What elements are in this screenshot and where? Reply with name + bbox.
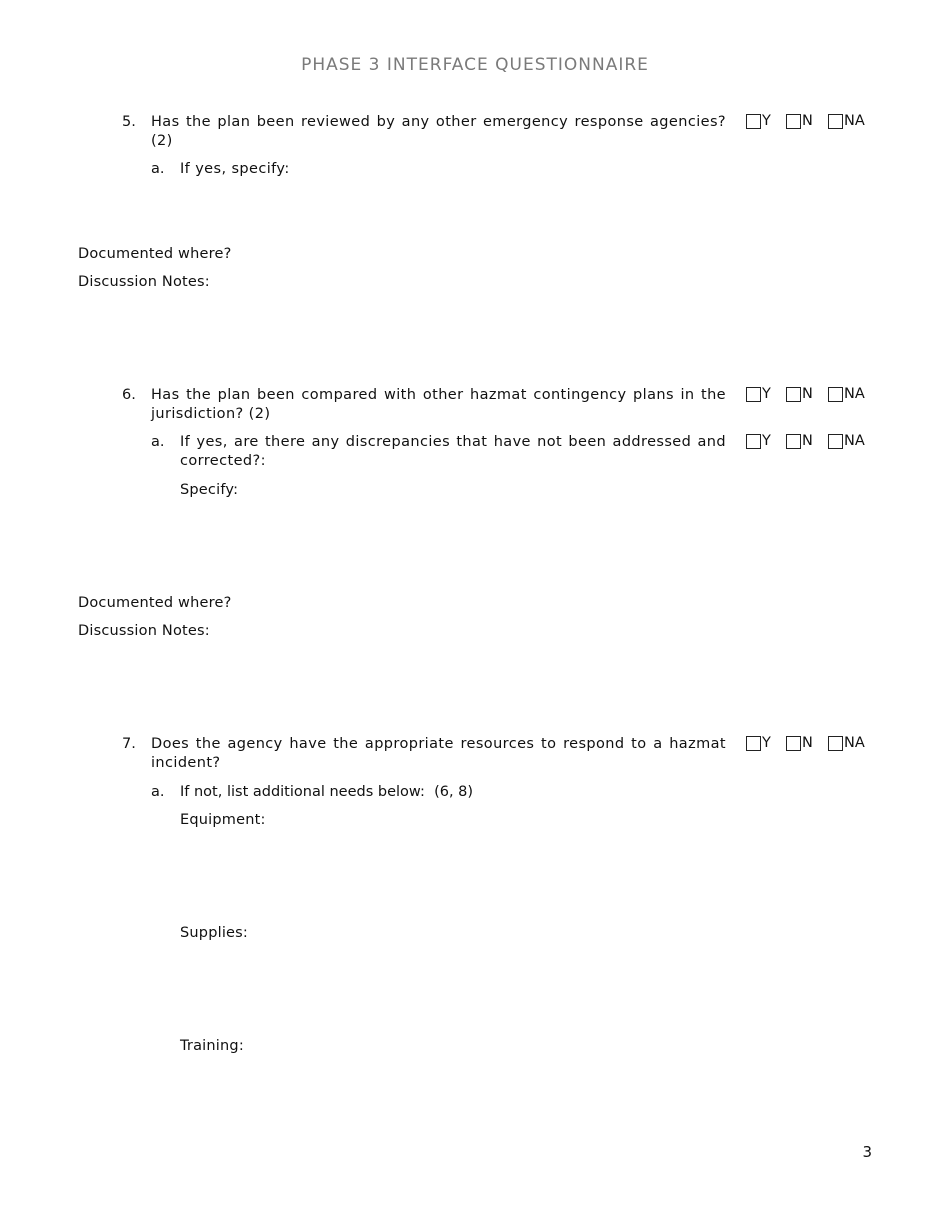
checkbox-icon xyxy=(828,114,843,129)
q6-no-checkbox[interactable]: N xyxy=(786,386,813,402)
question-6a-text: If yes, are there any discrepancies that have not been addressed and corrected?: xyxy=(180,434,726,469)
question-5a-text: If yes, specify: xyxy=(180,161,290,177)
page-number: 3 xyxy=(862,1143,872,1161)
checkbox-icon xyxy=(828,736,843,751)
q6-yes-checkbox[interactable]: Y xyxy=(746,386,771,402)
q7-supplies-label: Supplies: xyxy=(180,925,249,941)
question-6a-letter: a. xyxy=(151,434,165,450)
q7-na-checkbox[interactable]: NA xyxy=(828,735,865,751)
question-5-number: 5. xyxy=(122,114,136,130)
q7-training-label: Training: xyxy=(180,1038,244,1054)
question-7a-letter: a. xyxy=(151,784,165,800)
question-6-number: 6. xyxy=(122,387,136,403)
q5-yes-checkbox[interactable]: Y xyxy=(746,113,771,129)
checkbox-icon xyxy=(746,387,761,402)
q5-no-checkbox[interactable]: N xyxy=(786,113,813,129)
q6-na-checkbox[interactable]: NA xyxy=(828,386,865,402)
q5-na-checkbox[interactable]: NA xyxy=(828,113,865,129)
q7-no-checkbox[interactable]: N xyxy=(786,735,813,751)
checkbox-icon xyxy=(828,434,843,449)
checkbox-icon xyxy=(786,434,801,449)
question-5a-letter: a. xyxy=(151,161,165,177)
q6a-no-checkbox[interactable]: N xyxy=(786,433,813,449)
q6a-yes-checkbox[interactable]: Y xyxy=(746,433,771,449)
page-title: PHASE 3 INTERFACE QUESTIONNAIRE xyxy=(301,55,649,75)
q6a-na-checkbox[interactable]: NA xyxy=(828,433,865,449)
checkbox-icon xyxy=(786,114,801,129)
question-5-text: Has the plan been reviewed by any other emergency response agencies? (2) xyxy=(151,114,726,149)
question-7a-text: If not, list additional needs below: (6, 8) xyxy=(180,784,474,800)
checkbox-icon xyxy=(828,387,843,402)
checkbox-icon xyxy=(746,736,761,751)
question-7-text: Does the agency have the appropriate resources to respond to a hazmat incident? xyxy=(151,736,726,771)
q5-documented-label: Documented where? xyxy=(78,246,232,262)
checkbox-icon xyxy=(786,736,801,751)
q6-documented-label: Documented where? xyxy=(78,595,232,611)
q7-equipment-label: Equipment: xyxy=(180,812,266,828)
q5-notes-label: Discussion Notes: xyxy=(78,274,210,290)
q6-specify-label: Specify: xyxy=(180,482,239,498)
q7-yes-checkbox[interactable]: Y xyxy=(746,735,771,751)
checkbox-icon xyxy=(746,114,761,129)
q6-notes-label: Discussion Notes: xyxy=(78,623,210,639)
question-7-number: 7. xyxy=(122,736,136,752)
checkbox-icon xyxy=(746,434,761,449)
checkbox-icon xyxy=(786,387,801,402)
question-6-text: Has the plan been compared with other hazmat contingency plans in the jurisdiction? (2) xyxy=(151,387,726,422)
